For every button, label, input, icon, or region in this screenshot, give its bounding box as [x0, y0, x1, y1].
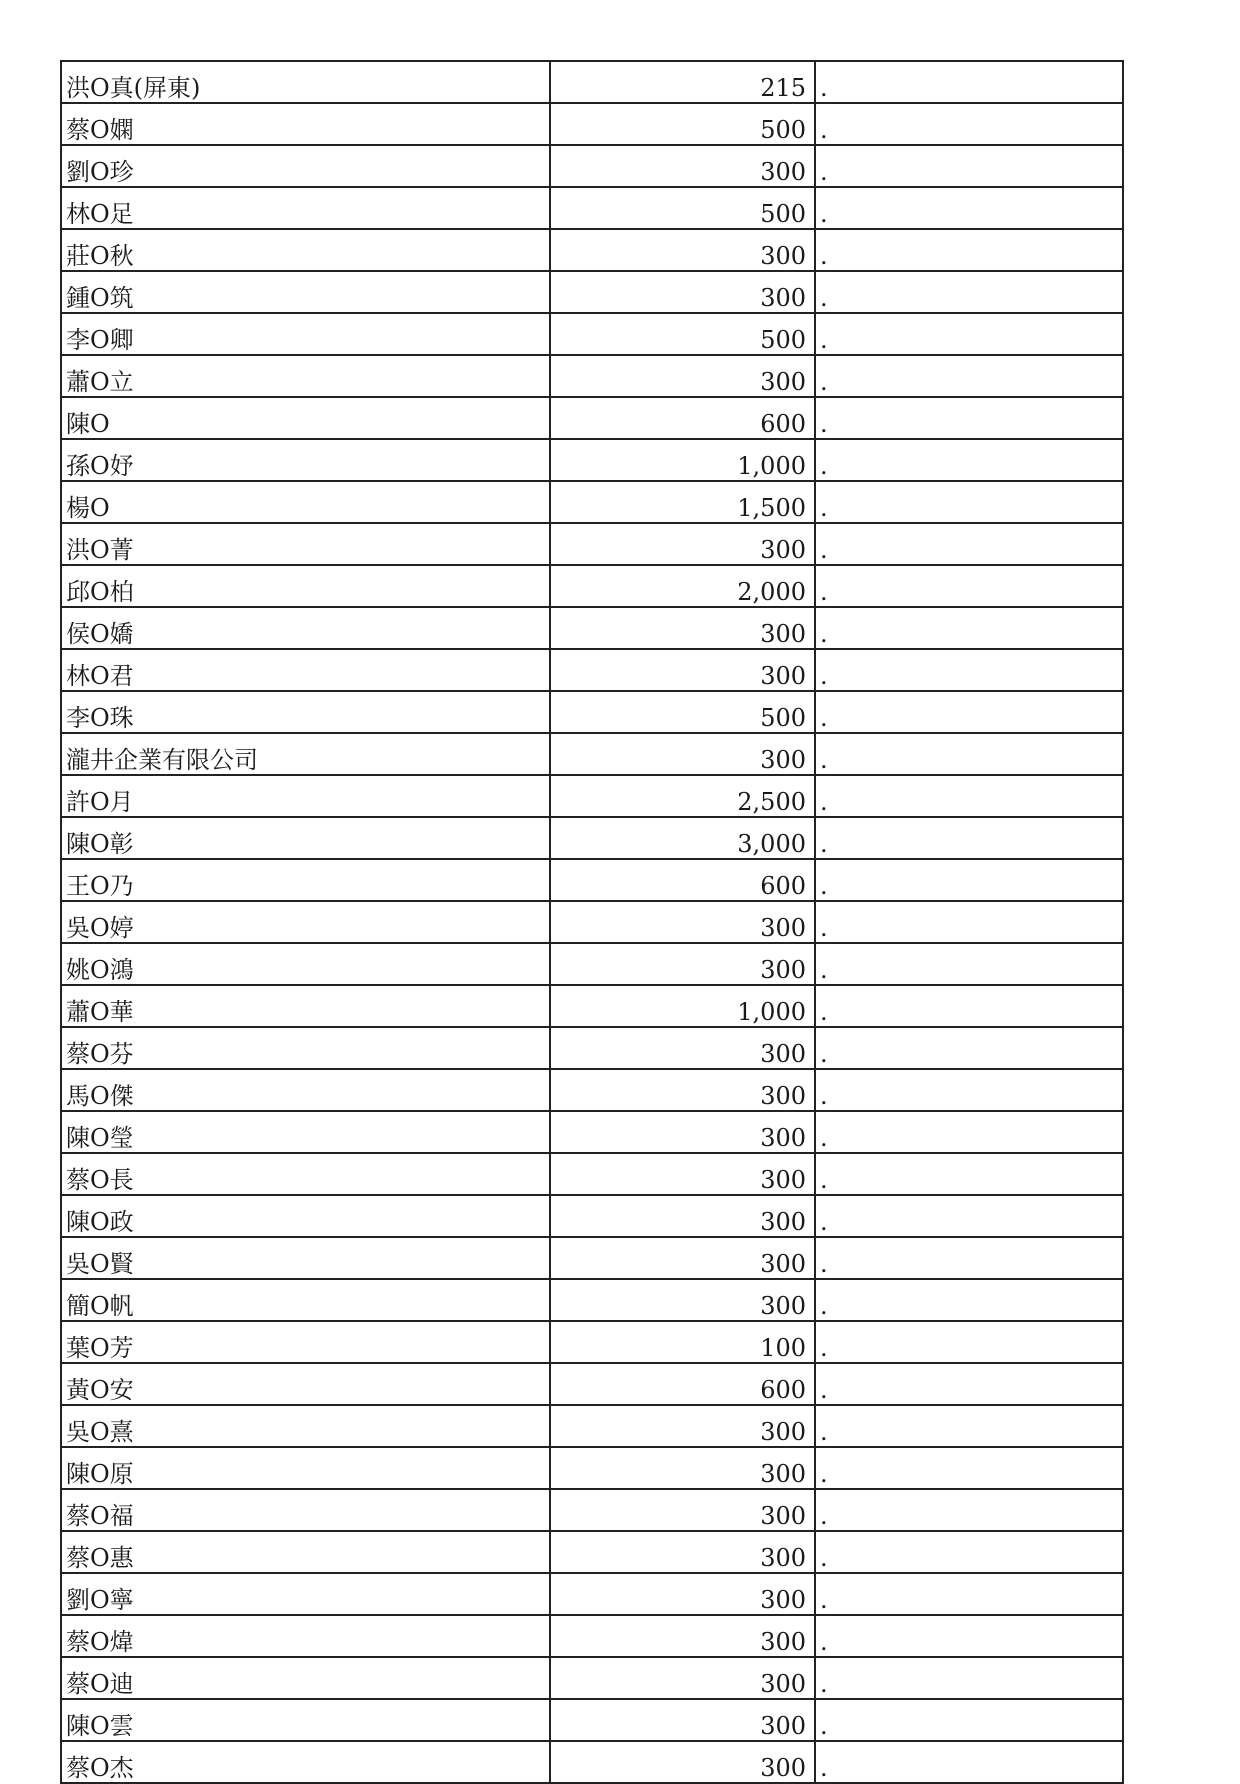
note-cell: . [815, 1195, 1123, 1237]
donor-name-cell: 王O乃 [61, 859, 550, 901]
note-cell: . [815, 1447, 1123, 1489]
table-row [61, 313, 1123, 355]
note-cell: . [815, 313, 1123, 355]
donor-name-cell: 蔡O煒 [61, 1615, 550, 1657]
note-cell: . [815, 103, 1123, 145]
donation-amount-cell: 2,500 [550, 775, 815, 817]
table-row [61, 1027, 1123, 1069]
donation-amount-cell: 600 [550, 1363, 815, 1405]
donor-name-cell: 黃O安 [61, 1363, 550, 1405]
note-cell: . [815, 1027, 1123, 1069]
ledger-body [61, 61, 1123, 1783]
note-cell: . [815, 565, 1123, 607]
donation-amount-cell: 300 [550, 649, 815, 691]
note-cell: . [815, 607, 1123, 649]
donation-amount-cell: 300 [550, 1405, 815, 1447]
donor-name-cell: 邱O柏 [61, 565, 550, 607]
note-cell: . [815, 817, 1123, 859]
donation-amount-cell: 300 [550, 1615, 815, 1657]
note-cell: . [815, 187, 1123, 229]
donation-amount-cell: 500 [550, 103, 815, 145]
donor-name-cell: 莊O秋 [61, 229, 550, 271]
donation-amount-cell: 300 [550, 355, 815, 397]
table-row [61, 943, 1123, 985]
table-row [61, 565, 1123, 607]
donation-amount-cell: 300 [550, 1237, 815, 1279]
donor-name-cell: 蔡O福 [61, 1489, 550, 1531]
donor-name-cell: 陳O瑩 [61, 1111, 550, 1153]
donation-amount-cell: 300 [550, 1657, 815, 1699]
donation-amount-cell: 300 [550, 271, 815, 313]
note-cell: . [815, 1741, 1123, 1783]
table-row [61, 775, 1123, 817]
donation-amount-cell: 300 [550, 1489, 815, 1531]
donor-name-cell: 蔡O杰 [61, 1741, 550, 1783]
table-row [61, 1111, 1123, 1153]
note-cell: . [815, 481, 1123, 523]
table-row [61, 1699, 1123, 1741]
table-row [61, 691, 1123, 733]
table-row [61, 187, 1123, 229]
donation-amount-cell: 300 [550, 229, 815, 271]
note-cell: . [815, 1363, 1123, 1405]
note-cell: . [815, 1069, 1123, 1111]
table-row [61, 985, 1123, 1027]
note-cell: . [815, 1615, 1123, 1657]
donation-amount-cell: 300 [550, 1279, 815, 1321]
donor-name-cell: 劉O珍 [61, 145, 550, 187]
donor-name-cell: 馬O傑 [61, 1069, 550, 1111]
note-cell: . [815, 691, 1123, 733]
donor-name-cell: 鍾O筑 [61, 271, 550, 313]
donor-name-cell: 李O珠 [61, 691, 550, 733]
donation-amount-cell: 300 [550, 1699, 815, 1741]
table-row [61, 859, 1123, 901]
donor-name-cell: 陳O政 [61, 1195, 550, 1237]
donation-amount-cell: 300 [550, 901, 815, 943]
donation-amount-cell: 300 [550, 523, 815, 565]
donation-amount-cell: 2,000 [550, 565, 815, 607]
donor-name-cell: 蔡O芬 [61, 1027, 550, 1069]
note-cell: . [815, 985, 1123, 1027]
table-row [61, 1573, 1123, 1615]
note-cell: . [815, 1111, 1123, 1153]
note-cell: . [815, 1237, 1123, 1279]
table-row [61, 1363, 1123, 1405]
donor-name-cell: 蔡O嫻 [61, 103, 550, 145]
donation-amount-cell: 100 [550, 1321, 815, 1363]
table-row [61, 481, 1123, 523]
donation-amount-cell: 300 [550, 1573, 815, 1615]
donation-amount-cell: 300 [550, 1153, 815, 1195]
table-row [61, 901, 1123, 943]
donor-name-cell: 蕭O華 [61, 985, 550, 1027]
table-row [61, 1615, 1123, 1657]
table-row [61, 1321, 1123, 1363]
note-cell: . [815, 61, 1123, 103]
table-row [61, 1195, 1123, 1237]
donor-name-cell: 吳O賢 [61, 1237, 550, 1279]
donation-amount-cell: 3,000 [550, 817, 815, 859]
table-row [61, 1741, 1123, 1783]
note-cell: . [815, 1279, 1123, 1321]
donation-amount-cell: 300 [550, 1195, 815, 1237]
note-cell: . [815, 355, 1123, 397]
note-cell: . [815, 1699, 1123, 1741]
table-row [61, 229, 1123, 271]
note-cell: . [815, 1405, 1123, 1447]
table-row [61, 1489, 1123, 1531]
donation-amount-cell: 215 [550, 61, 815, 103]
table-row [61, 649, 1123, 691]
donation-ledger-table [60, 60, 1124, 1784]
table-row [61, 1153, 1123, 1195]
donation-amount-cell: 1,000 [550, 985, 815, 1027]
donation-amount-cell: 1,000 [550, 439, 815, 481]
table-row [61, 439, 1123, 481]
donation-amount-cell: 300 [550, 733, 815, 775]
table-row [61, 523, 1123, 565]
donation-amount-cell: 500 [550, 313, 815, 355]
note-cell: . [815, 229, 1123, 271]
donation-amount-cell: 300 [550, 607, 815, 649]
donor-name-cell: 陳O彰 [61, 817, 550, 859]
donor-name-cell: 陳O [61, 397, 550, 439]
donor-name-cell: 許O月 [61, 775, 550, 817]
table-row [61, 145, 1123, 187]
donation-amount-cell: 500 [550, 187, 815, 229]
donor-name-cell: 蕭O立 [61, 355, 550, 397]
donor-name-cell: 蔡O長 [61, 1153, 550, 1195]
donor-name-cell: 姚O鴻 [61, 943, 550, 985]
donation-amount-cell: 300 [550, 1531, 815, 1573]
note-cell: . [815, 1489, 1123, 1531]
donation-amount-cell: 300 [550, 1027, 815, 1069]
note-cell: . [815, 1321, 1123, 1363]
donor-name-cell: 楊O [61, 481, 550, 523]
note-cell: . [815, 1657, 1123, 1699]
table-row [61, 397, 1123, 439]
donation-amount-cell: 300 [550, 1741, 815, 1783]
donation-amount-cell: 600 [550, 397, 815, 439]
note-cell: . [815, 649, 1123, 691]
table-row [61, 1069, 1123, 1111]
donation-amount-cell: 300 [550, 145, 815, 187]
note-cell: . [815, 271, 1123, 313]
note-cell: . [815, 1153, 1123, 1195]
note-cell: . [815, 775, 1123, 817]
donor-name-cell: 陳O雲 [61, 1699, 550, 1741]
donor-name-cell: 侯O嬌 [61, 607, 550, 649]
table-row [61, 607, 1123, 649]
donor-name-cell: 蔡O惠 [61, 1531, 550, 1573]
note-cell: . [815, 859, 1123, 901]
donor-name-cell: 吳O熹 [61, 1405, 550, 1447]
table-row [61, 61, 1123, 103]
table-row [61, 1657, 1123, 1699]
donation-amount-cell: 300 [550, 1069, 815, 1111]
note-cell: . [815, 901, 1123, 943]
donor-name-cell: 簡O帆 [61, 1279, 550, 1321]
note-cell: . [815, 397, 1123, 439]
table-row [61, 1405, 1123, 1447]
table-row [61, 355, 1123, 397]
donor-name-cell: 孫O妤 [61, 439, 550, 481]
table-row [61, 733, 1123, 775]
donor-name-cell: 瀧井企業有限公司 [61, 733, 550, 775]
donor-name-cell: 劉O寧 [61, 1573, 550, 1615]
donation-amount-cell: 600 [550, 859, 815, 901]
table-row [61, 1279, 1123, 1321]
note-cell: . [815, 145, 1123, 187]
donor-name-cell: 李O卿 [61, 313, 550, 355]
donor-name-cell: 葉O芳 [61, 1321, 550, 1363]
donor-name-cell: 陳O原 [61, 1447, 550, 1489]
donor-name-cell: 林O君 [61, 649, 550, 691]
note-cell: . [815, 523, 1123, 565]
donation-amount-cell: 300 [550, 943, 815, 985]
donation-amount-cell: 300 [550, 1111, 815, 1153]
table-row [61, 1447, 1123, 1489]
note-cell: . [815, 733, 1123, 775]
donor-name-cell: 吳O婷 [61, 901, 550, 943]
note-cell: . [815, 943, 1123, 985]
note-cell: . [815, 1573, 1123, 1615]
donor-name-cell: 洪O真(屏東) [61, 61, 550, 103]
donation-amount-cell: 300 [550, 1447, 815, 1489]
table-row [61, 1237, 1123, 1279]
donor-name-cell: 蔡O迪 [61, 1657, 550, 1699]
table-row [61, 271, 1123, 313]
donation-amount-cell: 500 [550, 691, 815, 733]
table-row [61, 103, 1123, 145]
donation-amount-cell: 1,500 [550, 481, 815, 523]
donor-name-cell: 洪O菁 [61, 523, 550, 565]
note-cell: . [815, 1531, 1123, 1573]
table-row [61, 1531, 1123, 1573]
note-cell: . [815, 439, 1123, 481]
table-row [61, 817, 1123, 859]
donor-name-cell: 林O足 [61, 187, 550, 229]
